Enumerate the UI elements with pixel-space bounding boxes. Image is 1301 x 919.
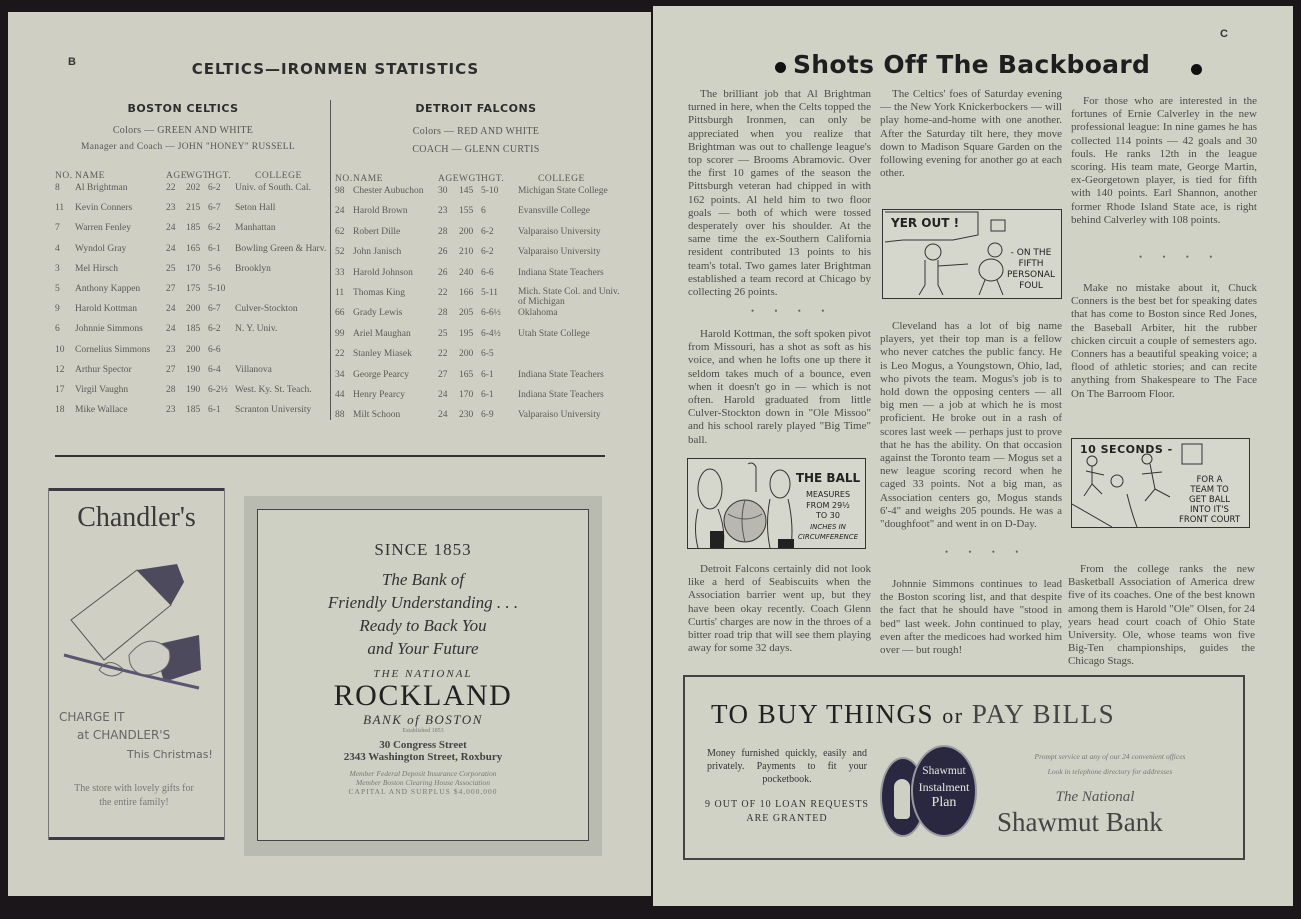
player-height: 6-6½	[481, 308, 501, 319]
player-height: 6-1	[208, 243, 221, 254]
player-age: 25	[166, 263, 176, 274]
cartoon-title: 10 SECONDS -	[1080, 443, 1173, 456]
caption-line: MEASURES	[805, 490, 851, 499]
column-header: AGE	[438, 174, 460, 184]
player-age: 27	[438, 369, 448, 380]
player-college: Culver-Stockton	[235, 304, 298, 315]
player-age: 28	[438, 308, 448, 319]
column-header: HGT.	[208, 171, 232, 181]
player-height: 6-2	[208, 324, 221, 335]
shawmut-loans: 9 OUT OF 10 LOAN REQUESTS ARE GRANTED	[705, 799, 869, 824]
article-olsen	[1068, 563, 1255, 669]
chandlers-line2: at CHANDLER'S	[77, 728, 171, 742]
right-page	[653, 6, 1293, 906]
player-number: 8	[55, 183, 60, 193]
player-number: 11	[335, 288, 345, 298]
player-weight: 185	[186, 405, 201, 416]
rockland-the-national: THE NATIONAL	[373, 668, 473, 680]
column-header: HGT.	[481, 174, 505, 184]
column-header: WGT.	[459, 174, 485, 184]
player-height: 5-10	[208, 284, 226, 294]
player-number: 34	[335, 369, 345, 380]
player-age: 26	[438, 247, 448, 258]
player-name: Thomas King	[353, 288, 405, 298]
players-with-ball-illustration	[688, 459, 798, 548]
player-name: Robert Dille	[353, 226, 401, 237]
separator: • • • •	[1139, 252, 1222, 262]
column-header: NAME	[75, 171, 105, 181]
player-name: George Pearcy	[353, 369, 410, 380]
player-height: 6-1	[208, 405, 221, 416]
chandlers-ad	[48, 488, 225, 840]
caption-line: INTO IT'S	[1190, 505, 1229, 515]
speech-bubble: YER OUT !	[891, 216, 960, 230]
left-page	[8, 12, 651, 896]
player-college: Indiana State Teachers	[518, 369, 604, 380]
player-age: 23	[166, 344, 176, 355]
player-number: 10	[55, 344, 65, 355]
headline-part: or	[942, 703, 964, 728]
title-bullet-icon	[775, 62, 786, 73]
falcons-roster	[330, 100, 631, 420]
player-number: 11	[55, 203, 65, 214]
player-weight: 145	[459, 186, 474, 196]
chandlers-logo: Chandler's	[77, 502, 196, 533]
player-height: 6-2½	[208, 385, 228, 395]
caption-line: CIRCUMFERENCE	[797, 533, 859, 541]
player-weight: 205	[459, 308, 474, 319]
shawmut-headline	[711, 699, 1115, 730]
player-number: 4	[55, 243, 60, 254]
article-brightman	[688, 88, 871, 299]
article-text: The Celtics' foes of Saturday evening — the New York Knickerbockers — will play home-and-home with one another. After the Saturday tilt here, they move down to Madison Square Garden on the following evening for another go at each other.	[880, 88, 1062, 180]
column-header: AGE	[166, 171, 188, 181]
celtics-roster	[53, 100, 327, 420]
gift-box-illustration	[59, 560, 209, 695]
article-text: Cleveland has a lot of big name players, yet their top man is a fellow who never catches the public fancy. He is Leo Mogus, a Youngstown, Ohio, lad, who pivots the team. Mogus's job is to hold down the opposing centers — all big men — a job at which he is most proficient. He broke out in a rash of scores last week — perhaps just to prove that he has the ability. On that occasion against the Toronto team — Mogus set a new league scoring record when he caged 33 points. Not a big man, as Association centers go, Mogus stands 6'-4" and weighs 205 pounds. He was a "doughfoot" and went in on D-Day.	[880, 320, 1062, 531]
team-colors: Colors — GREEN AND WHITE	[112, 125, 254, 136]
player-weight: 210	[459, 247, 474, 258]
ad-rule	[49, 837, 224, 840]
player-height: 6-2	[481, 247, 494, 258]
player-age: 23	[166, 405, 176, 416]
team-name: DETROIT FALCONS	[415, 102, 537, 115]
player-college: Valparaiso University	[518, 226, 601, 237]
player-height: 6-2	[208, 183, 221, 193]
article-text: Make no mistake about it, Chuck Conners is the best bet for speaking dates that has come to Boston since Red Jones, the Baseball Arbiter, hit the rubber chicken circuit a couple of semesters ago. Conners has a beautiful speaking voice; a flood of athletic stories; and can recite anything from Shakespeare to The Face On The Barroom Floor.	[1071, 282, 1257, 400]
separator: • • • •	[945, 547, 1028, 557]
player-age: 24	[166, 223, 176, 234]
player-number: 99	[335, 328, 345, 339]
caption-line: PERSONAL	[1006, 270, 1056, 280]
player-age: 24	[438, 390, 448, 400]
caption-line: GET BALL	[1189, 495, 1230, 505]
caption-line: FOR A	[1196, 475, 1223, 485]
player-weight: 202	[186, 183, 201, 193]
player-name: Warren Fenley	[75, 223, 131, 234]
player-college: Seton Hall	[235, 203, 276, 214]
player-number: 88	[335, 410, 345, 421]
figure-silhouette	[894, 779, 910, 819]
player-college: Oklahoma	[518, 308, 558, 319]
player-height: 6-9	[481, 410, 494, 421]
column-header: COLLEGE	[538, 174, 585, 184]
player-number: 3	[55, 263, 60, 274]
player-college: Univ. of South. Cal.	[235, 183, 311, 193]
article-text: Johnnie Simmons continues to lead the Boston scoring list, and that despite the fact that he should have "stood in bed" last week. John continued to play, even after the medicoes had worked him over — but rough!	[880, 578, 1062, 657]
player-weight: 170	[186, 263, 201, 274]
stats-title: CELTICS—IRONMEN STATISTICS	[191, 60, 480, 78]
instalment-plan-badge	[911, 745, 977, 837]
player-name: Wyndol Gray	[75, 243, 127, 254]
player-height: 6-6	[208, 344, 221, 355]
caption-line: TEAM TO	[1190, 485, 1229, 495]
player-name: Grady Lewis	[353, 308, 403, 319]
player-name: Kevin Conners	[75, 203, 133, 214]
player-weight: 195	[459, 328, 474, 339]
player-number: 17	[55, 385, 65, 395]
team-coach: COACH — GLENN CURTIS	[412, 144, 540, 155]
cartoon-title: THE BALL	[795, 471, 861, 485]
page-letter: B	[68, 56, 76, 68]
badge-line: Instalment	[918, 780, 970, 794]
article-text: Harold Kottman, the soft spoken pivot from Missouri, has a shot as soft as his voice, and when he lofts one up there it seldom takes much of a bounce, even when it doesn't go in — which is not often. Harold graduated from little Culver-Stockton down in "Ole Missoo" and his school rarely played "Big Time" ball.	[688, 328, 871, 446]
player-college: Valparaiso University	[518, 247, 601, 258]
player-height: 5-10	[481, 186, 499, 196]
player-age: 23	[438, 206, 448, 217]
player-age: 22	[166, 183, 176, 193]
player-name: Harold Johnson	[353, 267, 413, 278]
ad-rule	[49, 488, 224, 491]
rockland-established: Established 1853	[402, 728, 444, 734]
rockland-since: SINCE 1853	[374, 540, 472, 559]
player-number: 6	[55, 324, 60, 335]
article-text: For those who are interested in the fortunes of Ernie Calverley in the new professional league: In nine games he has collected 114 points — 42 goals and 30 fouls. He ranks 12th in the league scoring. His team mate, George Martin, ex-Georgetown player, is tied for fifth with 140 points. Earl Shannon, another former Rhode Island State ace, is right behind Calverley with 108 points.	[1071, 95, 1257, 226]
player-weight: 155	[459, 206, 474, 217]
player-weight: 215	[186, 203, 201, 214]
player-college: Mich. State Col. and Univ. of Michigan	[518, 287, 620, 307]
badge-line: Plan	[931, 795, 957, 810]
chandlers-line1: CHARGE IT	[59, 710, 125, 724]
cartoon-caption	[1001, 248, 1061, 292]
player-college: Villanova	[235, 364, 272, 375]
chandlers-tagline: The store with lovely gifts for the entire family!	[74, 783, 194, 808]
caption-line: FIFTH	[1018, 259, 1044, 269]
caption-line: FROM 29½	[806, 500, 850, 510]
rockland-address-2: 2343 Washington Street, Roxbury	[343, 751, 503, 763]
article-conners	[1071, 282, 1257, 401]
article-kottman	[688, 328, 871, 447]
player-weight: 175	[186, 284, 201, 294]
player-college: Indiana State Teachers	[518, 267, 604, 278]
service-line: Prompt service at any of our 24 convenient offices	[1034, 752, 1186, 761]
team-name: BOSTON CELTICS	[127, 102, 239, 115]
player-college: Indiana State Teachers	[518, 390, 604, 400]
player-name: John Janisch	[353, 247, 402, 258]
player-height: 6-2	[208, 223, 221, 234]
player-age: 23	[166, 203, 176, 214]
player-height: 5-11	[481, 288, 499, 298]
player-number: 44	[335, 390, 345, 400]
player-weight: 240	[459, 267, 474, 278]
badge-line: Shawmut	[922, 765, 966, 777]
player-name: Mike Wallace	[75, 405, 128, 416]
player-height: 5-6	[208, 263, 221, 274]
player-name: Johnnie Simmons	[75, 324, 143, 335]
player-height: 6	[481, 206, 486, 217]
column-header: NAME	[353, 174, 383, 184]
rockland-slogan-2: Friendly Understanding . . .	[327, 593, 519, 612]
player-number: 18	[55, 405, 65, 416]
player-age: 24	[438, 410, 448, 421]
player-college: Utah State College	[518, 328, 590, 339]
cartoon-yer-out	[882, 209, 1062, 299]
player-height: 6-6	[481, 267, 494, 278]
player-height: 6-4½	[481, 328, 501, 339]
shawmut-service	[985, 749, 1235, 779]
team-colors: Colors — RED AND WHITE	[412, 126, 540, 137]
player-name: Mel Hirsch	[75, 263, 119, 274]
article-falcons	[688, 563, 871, 655]
player-college: N. Y. Univ.	[235, 324, 278, 335]
player-age: 24	[166, 304, 176, 315]
player-name: Harold Kottman	[75, 304, 138, 315]
player-number: 7	[55, 223, 60, 234]
rockland-slogan-1: The Bank of	[381, 570, 465, 589]
title-bullet-icon	[1191, 64, 1202, 75]
player-weight: 230	[459, 410, 474, 421]
player-height: 6-5	[481, 349, 494, 360]
page-letter: C	[1220, 28, 1228, 40]
player-name: Anthony Kappen	[75, 284, 141, 294]
cartoon-caption	[1172, 475, 1247, 525]
column-header: NO.	[335, 174, 353, 184]
player-age: 26	[438, 267, 448, 278]
player-age: 28	[166, 385, 176, 395]
player-weight: 190	[186, 385, 201, 395]
player-weight: 200	[459, 349, 474, 360]
cartoon-ten-seconds	[1071, 438, 1250, 528]
player-college: Bowling Green & Harv.	[235, 243, 327, 254]
rockland-member-1: Member Federal Deposit Insurance Corporation	[349, 769, 497, 778]
player-age: 24	[166, 243, 176, 254]
rockland-slogan-4: and Your Future	[367, 639, 479, 658]
article-knicks	[880, 88, 1062, 180]
cartoon-caption	[792, 490, 864, 543]
caption-line: INCHES IN	[810, 522, 846, 531]
shawmut-copy: Money furnished quickly, easily and privately. Payments to fit your pocketbook.	[707, 748, 867, 785]
player-height: 6-7	[208, 304, 221, 315]
player-number: 66	[335, 308, 345, 319]
player-age: 27	[166, 364, 176, 375]
player-college: Valparaiso University	[518, 410, 601, 421]
player-number: 24	[335, 206, 345, 217]
player-weight: 190	[186, 364, 201, 375]
rockland-member-2: Member Boston Clearing House Association	[355, 778, 491, 787]
player-number: 12	[55, 364, 65, 375]
player-name: Arthur Spector	[75, 364, 132, 375]
player-number: 33	[335, 267, 345, 278]
player-name: Virgil Vaughn	[75, 385, 129, 395]
caption-line: FRONT COURT	[1178, 515, 1241, 525]
cartoon-the-ball	[687, 458, 866, 549]
player-name: Chester Aubuchon	[353, 186, 424, 196]
page-title: Shots Off The Backboard	[793, 50, 1151, 79]
player-age: 24	[166, 324, 176, 335]
player-weight: 170	[459, 390, 474, 400]
player-weight: 165	[459, 369, 474, 380]
player-college: Scranton University	[235, 405, 312, 416]
player-weight: 200	[459, 226, 474, 237]
player-college: West. Ky. St. Teach.	[235, 385, 312, 395]
player-name: Milt Schoon	[353, 410, 401, 421]
column-header: COLLEGE	[255, 171, 302, 181]
article-mogus	[880, 320, 1062, 531]
player-height: 6-2	[481, 226, 494, 237]
player-height: 6-1	[481, 390, 494, 400]
shawmut-bank-name: Shawmut Bank	[997, 807, 1163, 837]
player-weight: 200	[186, 344, 201, 355]
player-name: Harold Brown	[353, 206, 408, 217]
player-weight: 185	[186, 223, 201, 234]
column-header: NO.	[55, 171, 73, 181]
rockland-capital: CAPITAL AND SURPLUS $4,000,000	[348, 787, 498, 796]
player-name: Cornelius Simmons	[75, 344, 151, 355]
team-coach: Manager and Coach — JOHN "HONEY" RUSSELL	[81, 142, 295, 152]
player-name: Ariel Maughan	[353, 328, 411, 339]
player-weight: 165	[186, 243, 201, 254]
player-name: Henry Pearcy	[353, 390, 405, 400]
article-text: Detroit Falcons certainly did not look like a herd of Seabiscuits when the Association barrier went up, but they have been okay recently. Coach Glenn Curtis' charges are now in the throes of a bitter road trip that will see them playing away for some 32 days.	[688, 563, 871, 655]
headline-part: PAY BILLS	[971, 699, 1116, 729]
headline-part: TO BUY THINGS	[711, 699, 935, 729]
article-text: The brilliant job that Al Brightman turned in here, when the Celts topped the Pittsburgh Ironmen, can only be appreciated when you realize that Brightman was out to challenge league's top scorer — Brooms Abramovic. Over the first 10 games of the season the Pittsburgh veteran had chipped in with 162 points. Al held him to two floor goals — both of which were tossed desperately over his shoulder. At the same time the ex-Southern California resident contributed 13 points to his team's total. Two games later Brightman established a team record at Chicago by collecting 26 points.	[688, 88, 871, 299]
rockland-name: ROCKLAND	[333, 679, 513, 712]
divider	[55, 455, 605, 457]
caption-line: TO 30	[816, 511, 840, 520]
player-number: 98	[335, 186, 345, 196]
article-calverley	[1071, 95, 1257, 227]
player-age: 25	[438, 328, 448, 339]
player-number: 22	[335, 349, 345, 360]
service-line: Look in telephone directory for addresses	[1047, 767, 1173, 776]
player-weight: 200	[186, 304, 201, 315]
column-header: WGT.	[186, 171, 212, 181]
chandlers-line3: This Christmas!	[127, 748, 213, 761]
rockland-ad	[244, 496, 602, 856]
article-text: From the college ranks the new Basketball Association of America drew five of its coaches. One of the best known among them is Harold "Ole" Olsen, for 24 years head court coach of Ohio State University. Ole, whose teams won five Big-Ten championships, guides the Chicago Stags.	[1068, 563, 1255, 668]
shawmut-the-national: The National	[1055, 789, 1135, 805]
shawmut-ad	[683, 675, 1245, 860]
caption-line: FOUL	[1019, 281, 1043, 291]
player-age: 28	[438, 226, 448, 237]
caption-line: - ON THE	[1010, 248, 1052, 258]
player-weight: 166	[459, 288, 474, 298]
player-number: 52	[335, 247, 345, 258]
player-number: 5	[55, 284, 60, 294]
article-simmons	[880, 578, 1062, 657]
player-height: 6-4	[208, 364, 221, 375]
player-college: Brooklyn	[235, 263, 271, 274]
player-age: 22	[438, 349, 448, 360]
player-number: 9	[55, 304, 60, 315]
player-age: 27	[166, 284, 176, 294]
rockland-address-1: 30 Congress Street	[379, 739, 467, 751]
player-college: Manhattan	[235, 223, 276, 234]
player-weight: 185	[186, 324, 201, 335]
player-height: 6-7	[208, 203, 221, 214]
player-height: 6-1	[481, 369, 494, 380]
player-college: Michigan State College	[518, 186, 608, 196]
rockland-bank-of: BANK of BOSTON	[363, 712, 483, 727]
player-name: Stanley Miasek	[353, 349, 412, 360]
player-age: 30	[438, 186, 448, 196]
player-college: Evansville College	[518, 206, 591, 217]
player-age: 22	[438, 288, 448, 298]
rockland-slogan-3: Ready to Back You	[359, 616, 487, 635]
player-name: Al Brightman	[75, 183, 128, 193]
separator: • • • •	[751, 306, 834, 316]
rockland-panel	[257, 509, 589, 841]
player-number: 62	[335, 226, 345, 237]
